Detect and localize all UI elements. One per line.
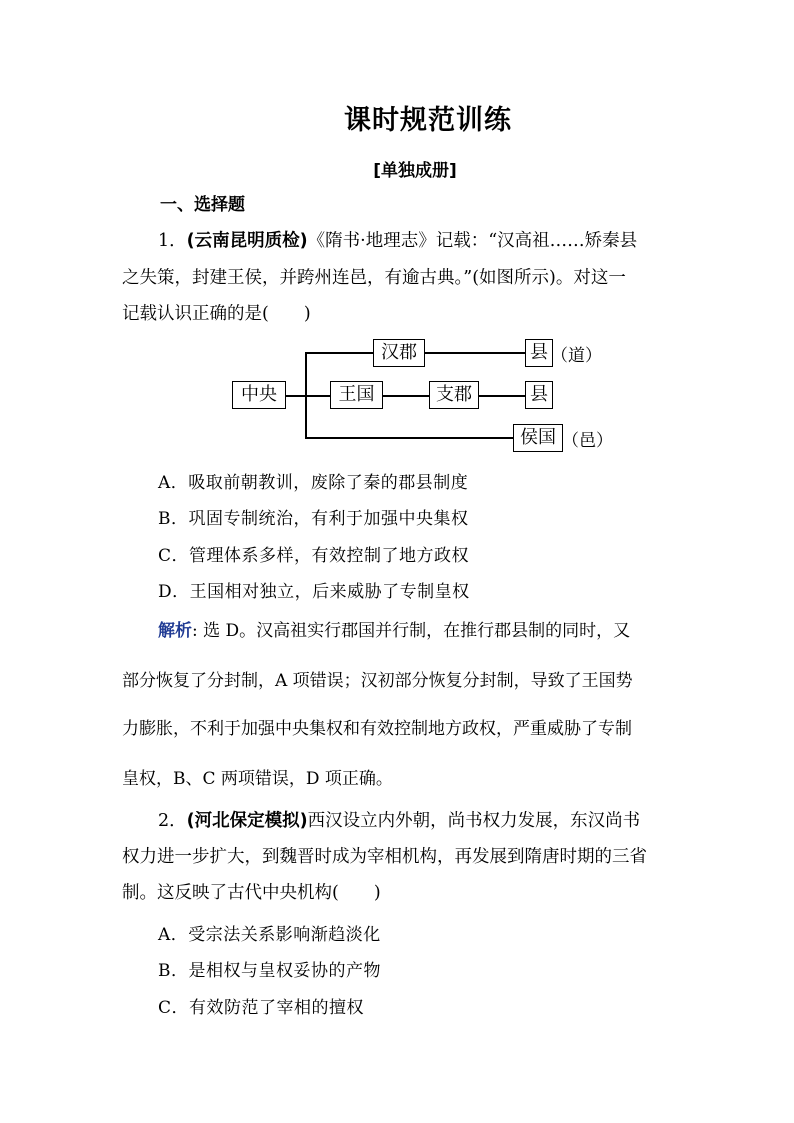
q2-stem-line2: 权力进一步扩大，到魏晋时成为宰相机构，再发展到隋唐时期的三省 [122, 847, 647, 867]
q1-stem-text1: 《隋书·地理志》记载：“汉高祖……矫秦县 [307, 231, 638, 251]
q2-option-c: C．有效防范了宰相的擅权 [158, 998, 365, 1018]
q1-option-d: D．王国相对独立，后来威胁了专制皇权 [158, 582, 470, 602]
q1-option-a: A．吸取前朝教训，废除了秦的郡县制度 [158, 473, 469, 493]
diagram-box-han-jun: 汉郡 [373, 339, 425, 367]
q1-stem-line2: 之失策，封建王侯，并跨州连邑，有逾古典。”(如图所示)。对这一 [122, 268, 626, 288]
page-subtitle: [单独成册] [373, 161, 457, 181]
q1-option-c: C．管理体系多样，有效控制了地方政权 [158, 546, 470, 566]
q1-analysis-line1 [158, 616, 630, 641]
q2-option-b: B．是相权与皇权妥协的产物 [158, 961, 381, 981]
diagram-line-to-hanjun [305, 352, 375, 354]
q1-stem-line1 [158, 229, 637, 253]
diagram-box-wang-guo: 王国 [330, 381, 383, 409]
q1-stem-line3: 记载认识正确的是( ) [122, 304, 311, 324]
q2-stem-text1: 西汉设立内外朝，尚书权力发展，东汉尚书 [307, 811, 641, 831]
diagram-box-zhi-jun: 支郡 [429, 381, 479, 409]
q1-number: 1． [158, 231, 187, 251]
q2-option-a: A．受宗法关系影响渐趋淡化 [158, 925, 381, 945]
q2-source: (河北保定模拟) [186, 811, 308, 831]
q2-number: 2． [158, 811, 187, 831]
analysis-label: 解析 [158, 621, 192, 641]
q1-analysis-line4: 皇权，B、C 两项错误，D 项正确。 [122, 769, 393, 789]
diagram-line-wangguo-zhijun [381, 395, 429, 397]
diagram-line-zhijun-xian [477, 395, 525, 397]
diagram-line-to-houguo [305, 437, 513, 439]
diagram-box-hou-guo: 侯国 [513, 424, 563, 452]
q1-analysis-line2: 部分恢复了分封制，A 项错误；汉初部分恢复分封制，导致了王国势 [122, 671, 633, 691]
diagram-note-yi: （邑） [562, 431, 613, 451]
section-heading: 一、选择题 [160, 195, 245, 215]
analysis-text1: : 选 D。汉高祖实行郡国并行制，在推行郡县制的同时，又 [192, 621, 631, 641]
q1-option-b: B．巩固专制统治，有利于加强中央集权 [158, 509, 469, 529]
diagram-box-center: 中央 [232, 381, 286, 409]
q1-source: (云南昆明质检) [186, 231, 308, 251]
diagram-note-dao: （道） [551, 346, 602, 366]
q1-analysis-line3: 力膨胀，不利于加强中央集权和有效控制地方政权，严重威胁了专制 [122, 719, 632, 739]
diagram-line-center-wangguo [285, 395, 330, 397]
page-title: 课时规范训练 [344, 105, 512, 136]
q2-stem-line1 [158, 809, 640, 833]
diagram-box-xian-dao: 县 [525, 339, 553, 367]
diagram-line-hanjun-xian [423, 352, 525, 354]
q2-stem-line3: 制。这反映了古代中央机构( ) [122, 883, 381, 903]
diagram-box-xian: 县 [525, 381, 553, 409]
